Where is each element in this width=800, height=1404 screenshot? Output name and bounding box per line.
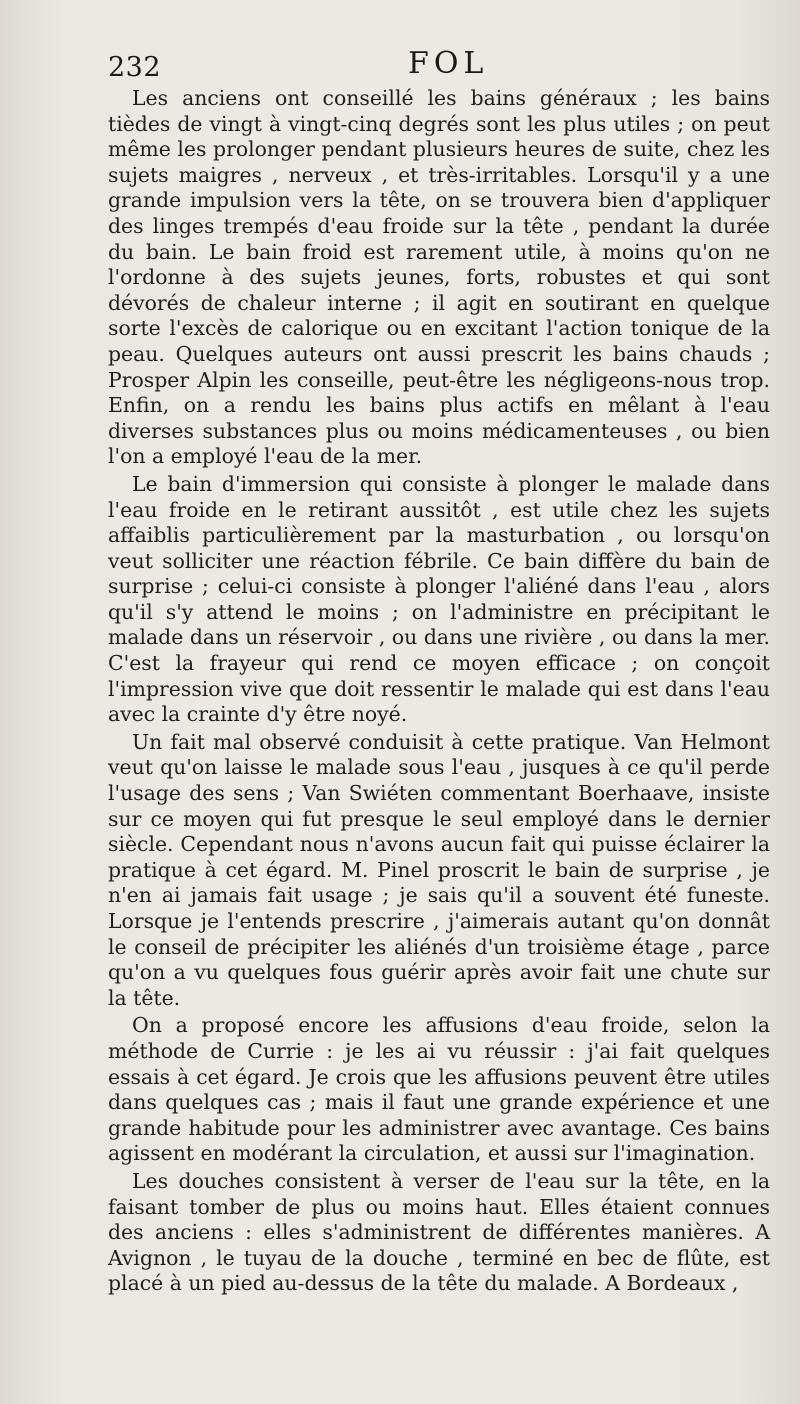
paragraph-douches: Les douches consistent à verser de l'eau sur la tête, en la faisant tomber de plus ou moins haut. Elles étaient connues des anciens : elles s'administrent de différentes manières. A Avignon , le tuyau de la douche , terminé en bec de flûte, est placé à un pied au-dessus de la tête du malade. A Bordeaux , <box>108 1168 770 1296</box>
running-head <box>108 46 768 86</box>
running-title: FOL <box>408 46 489 81</box>
body-text <box>108 86 770 1297</box>
paragraph-immersion: Le bain d'immersion qui consiste à plonger le malade dans l'eau froide en le retirant aussitôt , est utile chez les sujets affaiblis particulièrement par la masturbation , ou lorsqu'on veut solliciter une réaction fébrile. Ce bain diffère du bain de surprise ; celui-ci consiste à plonger l'aliéné dans l'eau , alors qu'il s'y attend le moins ; on l'administre en précipitant le malade dans un réservoir , ou dans une rivière , ou dans la mer. C'est la frayeur qui rend ce moyen efficace ; on conçoit l'impression vive que doit ressentir le malade qui est dans l'eau avec la crainte d'y être noyé. <box>108 471 770 727</box>
paragraph-fait-mal-observe: Un fait mal observé conduisit à cette pratique. Van Helmont veut qu'on laisse le malade sous l'eau , jusques à ce qu'il perde l'usage des sens ; Van Swiéten commentant Boerhaave, insiste sur ce moyen qui fut presque le seul employé dans le dernier siècle. Cependant nous n'avons aucun fait qui puisse éclairer la pratique à cet égard. M. Pinel proscrit le bain de surprise , je n'en ai jamais fait usage ; je sais qu'il a souvent été funeste. Lorsque je l'entends prescrire , j'aimerais autant qu'on donnât le conseil de précipiter les aliénés d'un troisième étage , parce qu'on a vu quelques fous guérir après avoir fait une chute sur la tête. <box>108 729 770 1010</box>
paragraph-affusions: On a proposé encore les affusions d'eau froide, selon la méthode de Currie : je les ai vu réussir : j'ai fait quelques essais à cet égard. Je crois que les affusions peuvent être utiles dans quelques cas ; mais il faut une grande expérience et une grande habitude pour les administrer avec avantage. Ces bains agissent en modérant la circulation, et aussi sur l'imagination. <box>108 1013 770 1166</box>
page-number: 232 <box>108 52 162 83</box>
paragraph-bains: Les anciens ont conseillé les bains généraux ; les bains tièdes de vingt à vingt-cinq degrés sont les plus utiles ; on peut même les prolonger pendant plusieurs heures de suite, chez les sujets maigres , nerveux , et très-irritables. Lorsqu'il y a une grande impulsion vers la tête, on se trouvera bien d'appliquer des linges trempés d'eau froide sur la tête , pendant la durée du bain. Le bain froid est rarement utile, à moins qu'on ne l'ordonne à des sujets jeunes, forts, robustes et qui sont dévorés de chaleur interne ; il agit en soutirant en quelque sorte l'excès de calorique ou en excitant l'action tonique de la peau. Quelques auteurs ont aussi prescrit les bains chauds ; Prosper Alpin les conseille, peut-être les négligeons-nous trop. Enfin, on a rendu les bains plus actifs en mêlant à l'eau diverses substances plus ou moins médicamenteuses , ou bien l'on a employé l'eau de la mer. <box>108 86 770 469</box>
